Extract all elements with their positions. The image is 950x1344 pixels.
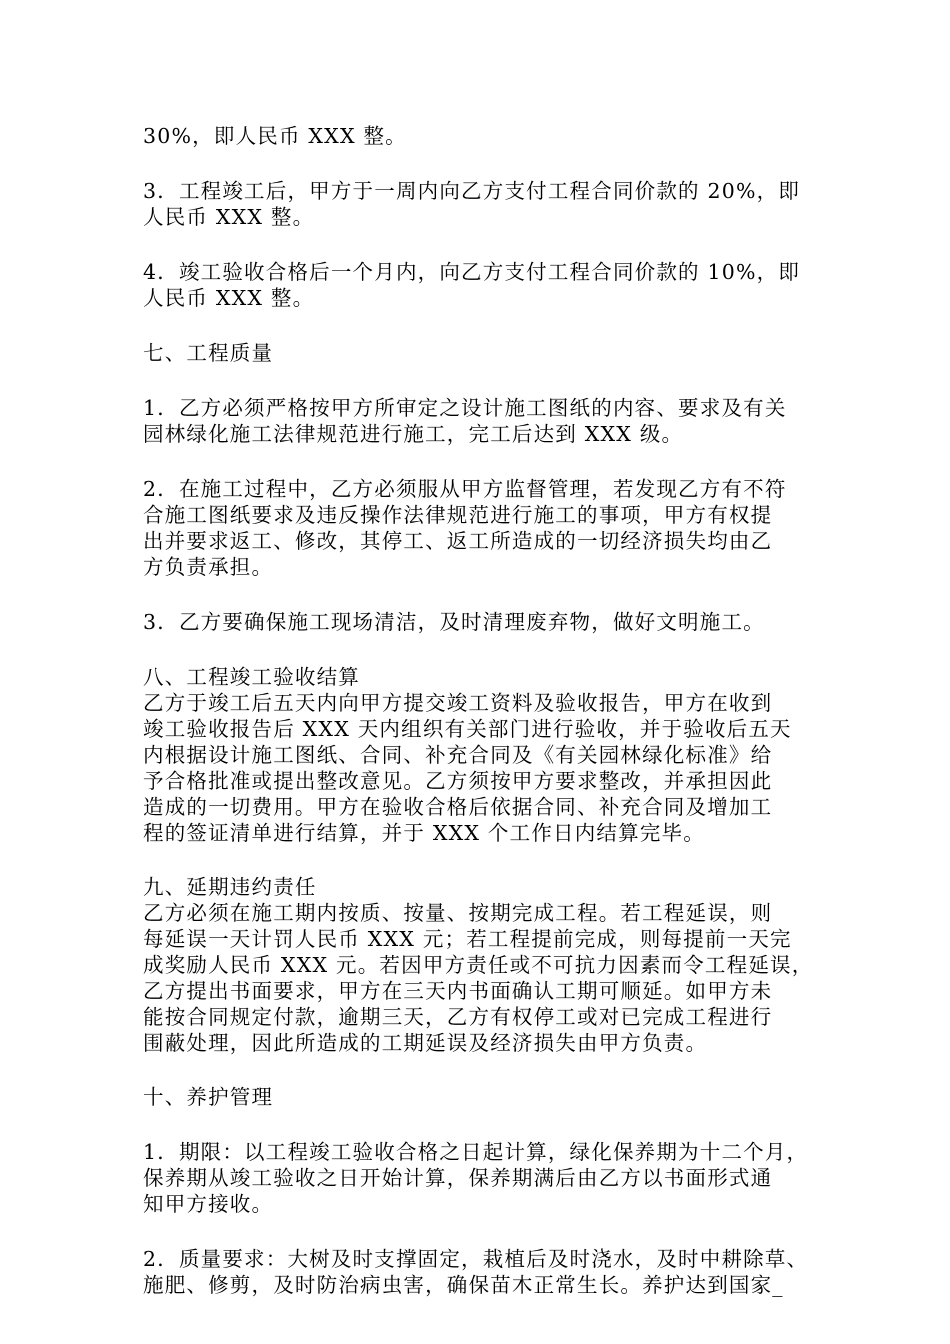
text-line: 30%，即人民币 XXX 整。 <box>143 124 407 148</box>
section-heading: 七、工程质量 <box>143 341 274 365</box>
text-line: 内根据设计施工图纸、合同、补充合同及《有关园林绿化标准》给 <box>143 743 773 767</box>
text-line: 乙方提出书面要求，甲方在三天内书面确认工期可顺延。如甲方未 <box>143 979 773 1003</box>
text-line: 出并要求返工、修改，其停工、返工所造成的一切经济损失均由乙 <box>143 529 773 553</box>
section-heading: 九、延期违约责任 <box>143 875 317 899</box>
text-line: 园林绿化施工法律规范进行施工，完工后达到 XXX 级。 <box>143 422 684 446</box>
paragraph-payment-4 <box>143 259 833 311</box>
text-line: 保养期从竣工验收之日开始计算，保养期满后由乙方以书面形式通 <box>143 1166 773 1190</box>
section-heading: 八、工程竣工验收结算 <box>143 665 360 689</box>
text-line: 施肥、修剪，及时防治病虫害，确保苗木正常生长。养护达到国家_ <box>143 1273 784 1297</box>
paragraph-quality-2 <box>143 476 833 580</box>
text-line: 2．在施工过程中，乙方必须服从甲方监督管理，若发现乙方有不符 <box>143 477 787 501</box>
text-line: 人民币 XXX 整。 <box>143 205 315 229</box>
paragraph-maintenance-1 <box>143 1139 833 1217</box>
section-heading-quality <box>143 340 833 366</box>
document-body <box>143 123 833 1327</box>
section-delay-liability <box>143 874 833 1056</box>
text-line: 程的签证清单进行结算，并于 XXX 个工作日内结算完毕。 <box>143 821 705 845</box>
text-line: 成奖励人民币 XXX 元。若因甲方责任或不可抗力因素而令工程延误， <box>143 953 814 977</box>
text-line: 人民币 XXX 整。 <box>143 286 315 310</box>
section-body <box>143 900 833 1056</box>
text-line: 方负责承担。 <box>143 555 274 579</box>
text-line: 合施工图纸要求及违反操作法律规范进行施工的事项，甲方有权提 <box>143 503 773 527</box>
text-line: 知甲方接收。 <box>143 1192 274 1216</box>
text-line: 予合格批准或提出整改意见。乙方须按甲方要求整改，并承担因此 <box>143 769 773 793</box>
text-line: 乙方必须在施工期内按质、按量、按期完成工程。若工程延误，则 <box>143 901 773 925</box>
paragraph-payment-2-tail <box>143 123 833 149</box>
text-line: 2．质量要求：大树及时支撑固定，栽植后及时浇水，及时中耕除草、 <box>143 1247 809 1271</box>
text-line: 能按合同规定付款，逾期三天，乙方有权停工或对已完成工程进行 <box>143 1005 773 1029</box>
paragraph-quality-3 <box>143 609 833 635</box>
text-line: 竣工验收报告后 XXX 天内组织有关部门进行验收，并于验收后五天 <box>143 717 792 741</box>
paragraph-maintenance-2 <box>143 1246 833 1298</box>
section-body <box>143 690 833 846</box>
text-line: 3．工程竣工后，甲方于一周内向乙方支付工程合同价款的 20%，即 <box>143 179 801 203</box>
paragraph-quality-1 <box>143 395 833 447</box>
text-line: 每延误一天计罚人民币 XXX 元；若工程提前完成，则每提前一天完 <box>143 927 792 951</box>
paragraph-payment-3 <box>143 178 833 230</box>
text-line: 3．乙方要确保施工现场清洁，及时清理废弃物，做好文明施工。 <box>143 610 765 634</box>
text-line: 乙方于竣工后五天内向甲方提交竣工资料及验收报告，甲方在收到 <box>143 691 773 715</box>
text-line: 1．乙方必须严格按甲方所审定之设计施工图纸的内容、要求及有关 <box>143 396 787 420</box>
text-line: 围蔽处理，因此所造成的工期延误及经济损失由甲方负责。 <box>143 1031 708 1055</box>
section-heading-maintenance <box>143 1084 833 1110</box>
section-heading: 十、养护管理 <box>143 1085 274 1109</box>
section-acceptance-settlement <box>143 664 833 846</box>
text-line: 造成的一切费用。甲方在验收合格后依据合同、补充合同及增加工 <box>143 795 773 819</box>
text-line: 4．竣工验收合格后一个月内，向乙方支付工程合同价款的 10%，即 <box>143 260 801 284</box>
text-line: 1．期限：以工程竣工验收合格之日起计算，绿化保养期为十二个月， <box>143 1140 809 1164</box>
